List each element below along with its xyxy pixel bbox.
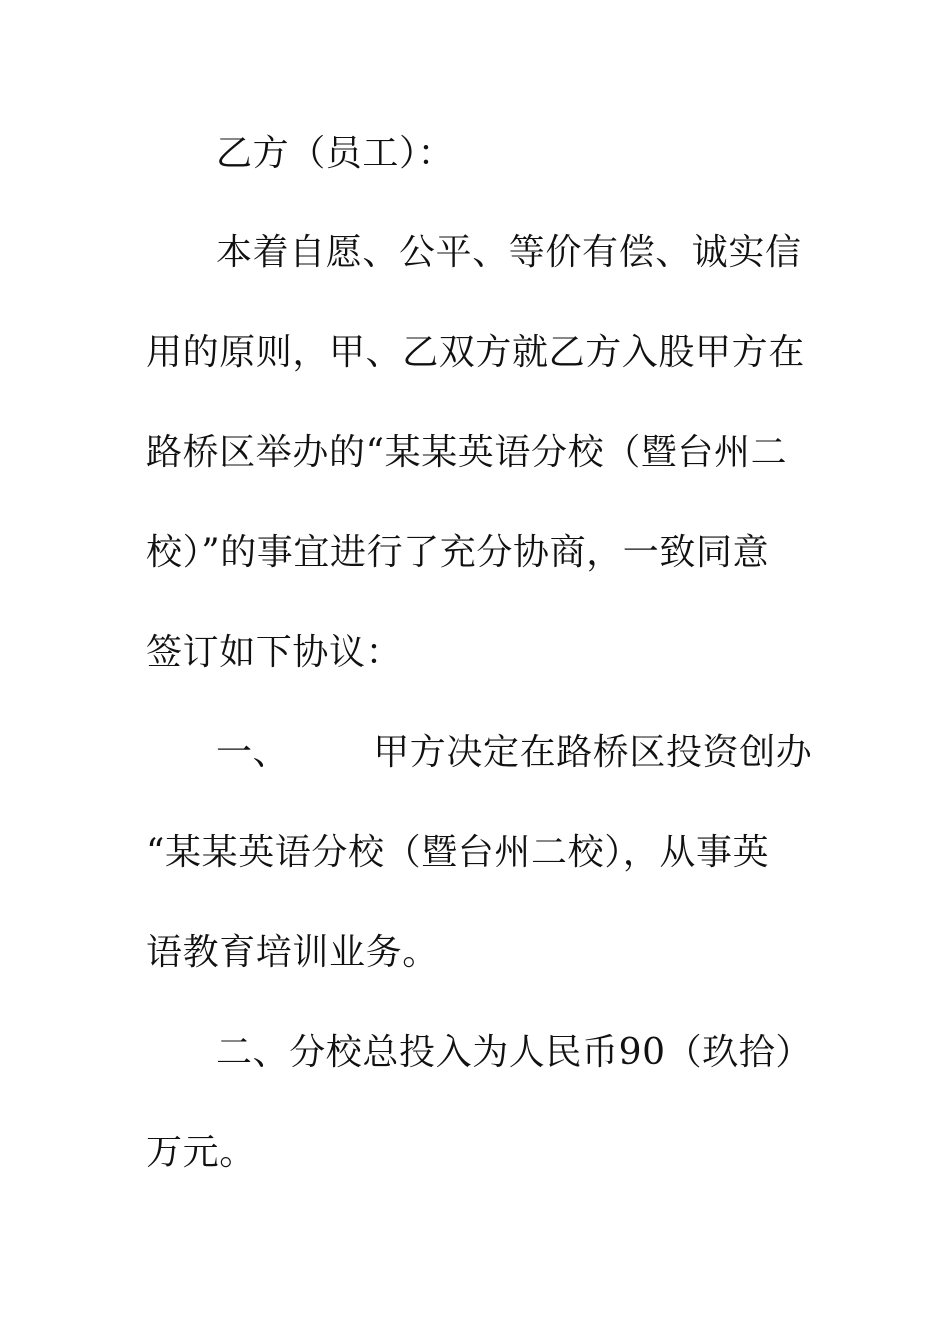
clause-2-line-1: 二、分校总投入为人民币90（玖拾）: [216, 1032, 813, 1073]
clause-1-line-1: 甲方决定在路桥区投资创办: [373, 732, 813, 773]
clause-1-number: 一、: [216, 732, 290, 773]
clause-1-line-2: “某某英语分校（暨台州二校），从事英: [146, 832, 770, 873]
preamble-line-2: 用的原则，甲、乙双方就乙方入股甲方在: [146, 332, 805, 373]
preamble-line-3: 路桥区举办的“某某英语分校（暨台州二: [146, 432, 788, 473]
preamble-line-1: 本着自愿、公平、等价有偿、诚实信: [216, 232, 802, 273]
party-b-line: 乙方（员工）：: [216, 133, 455, 174]
preamble-line-4: 校）”的事宜进行了充分协商，一致同意: [146, 532, 770, 573]
clause-1-line-3: 语教育培训业务。: [146, 932, 439, 973]
preamble-line-5: 签订如下协议：: [146, 632, 403, 673]
clause-1-first-line: [216, 731, 812, 775]
clause-2-line-2: 万元。: [146, 1132, 256, 1173]
